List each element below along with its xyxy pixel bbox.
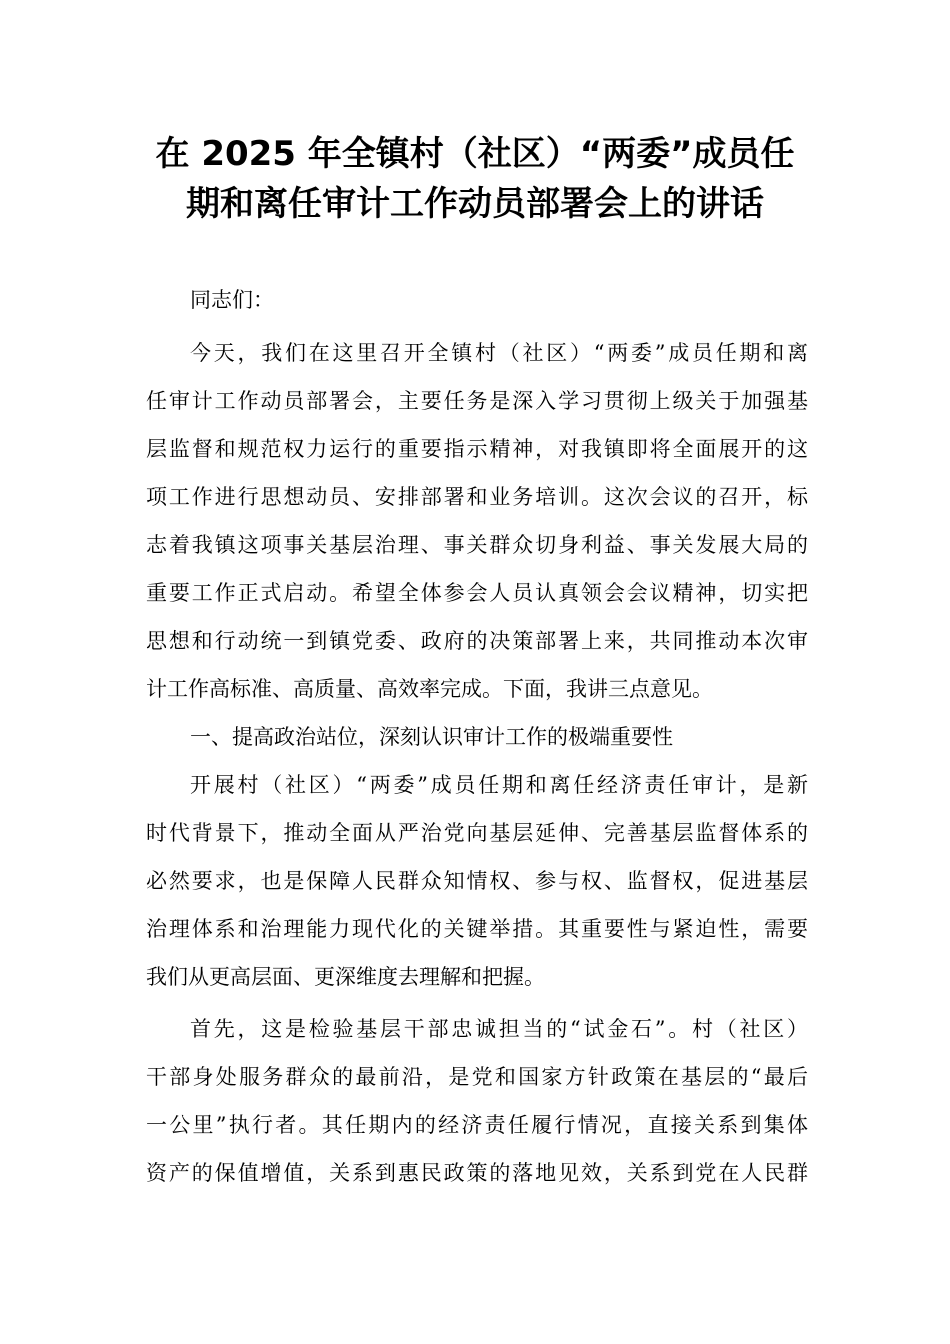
document-title-line-1: 在 2025 年全镇村（社区）“两委”成员任 — [155, 134, 795, 174]
paragraph-line: 必然要求，也是保障人民群众知情权、参与权、监督权，促进基层 — [146, 869, 808, 893]
paragraph-line: 我们从更高层面、更深维度去理解和把握。 — [146, 965, 545, 989]
section-heading: 一、提高政治站位，深刻认识审计工作的极端重要性 — [190, 725, 673, 749]
paragraph-line: 一公里”执行者。其任期内的经济责任履行情况，直接关系到集体 — [146, 1113, 808, 1137]
paragraph-line: 层监督和规范权力运行的重要指示精神，对我镇即将全面展开的这 — [146, 437, 808, 461]
paragraph-line: 任审计工作动员部署会，主要任务是深入学习贯彻上级关于加强基 — [146, 389, 808, 413]
paragraph-line: 干部身处服务群众的最前沿，是党和国家方针政策在基层的“最后 — [146, 1065, 808, 1089]
paragraph-line: 志着我镇这项事关基层治理、事关群众切身利益、事关发展大局的 — [146, 533, 808, 557]
paragraph-line: 开展村（社区）“两委”成员任期和离任经济责任审计，是新 — [190, 773, 808, 797]
paragraph-line: 项工作进行思想动员、安排部署和业务培训。这次会议的召开，标 — [146, 485, 808, 509]
paragraph-line: 时代背景下，推动全面从严治党向基层延伸、完善基层监督体系的 — [146, 821, 808, 845]
paragraph-line: 治理体系和治理能力现代化的关键举措。其重要性与紧迫性，需要 — [146, 917, 808, 941]
document-title-line-2: 期和离任审计工作动员部署会上的讲话 — [186, 184, 764, 224]
paragraph-line: 首先，这是检验基层干部忠诚担当的“试金石”。村（社区） — [190, 1017, 808, 1041]
paragraph-line: 重要工作正式启动。希望全体参会人员认真领会会议精神，切实把 — [146, 581, 808, 605]
paragraph-line: 资产的保值增值，关系到惠民政策的落地见效，关系到党在人民群 — [146, 1161, 808, 1185]
paragraph-line: 今天，我们在这里召开全镇村（社区）“两委”成员任期和离 — [190, 341, 808, 365]
paragraph-line: 计工作高标准、高质量、高效率完成。下面，我讲三点意见。 — [146, 677, 713, 701]
salutation: 同志们： — [190, 288, 274, 312]
paragraph-line: 思想和行动统一到镇党委、政府的决策部署上来，共同推动本次审 — [146, 629, 808, 653]
